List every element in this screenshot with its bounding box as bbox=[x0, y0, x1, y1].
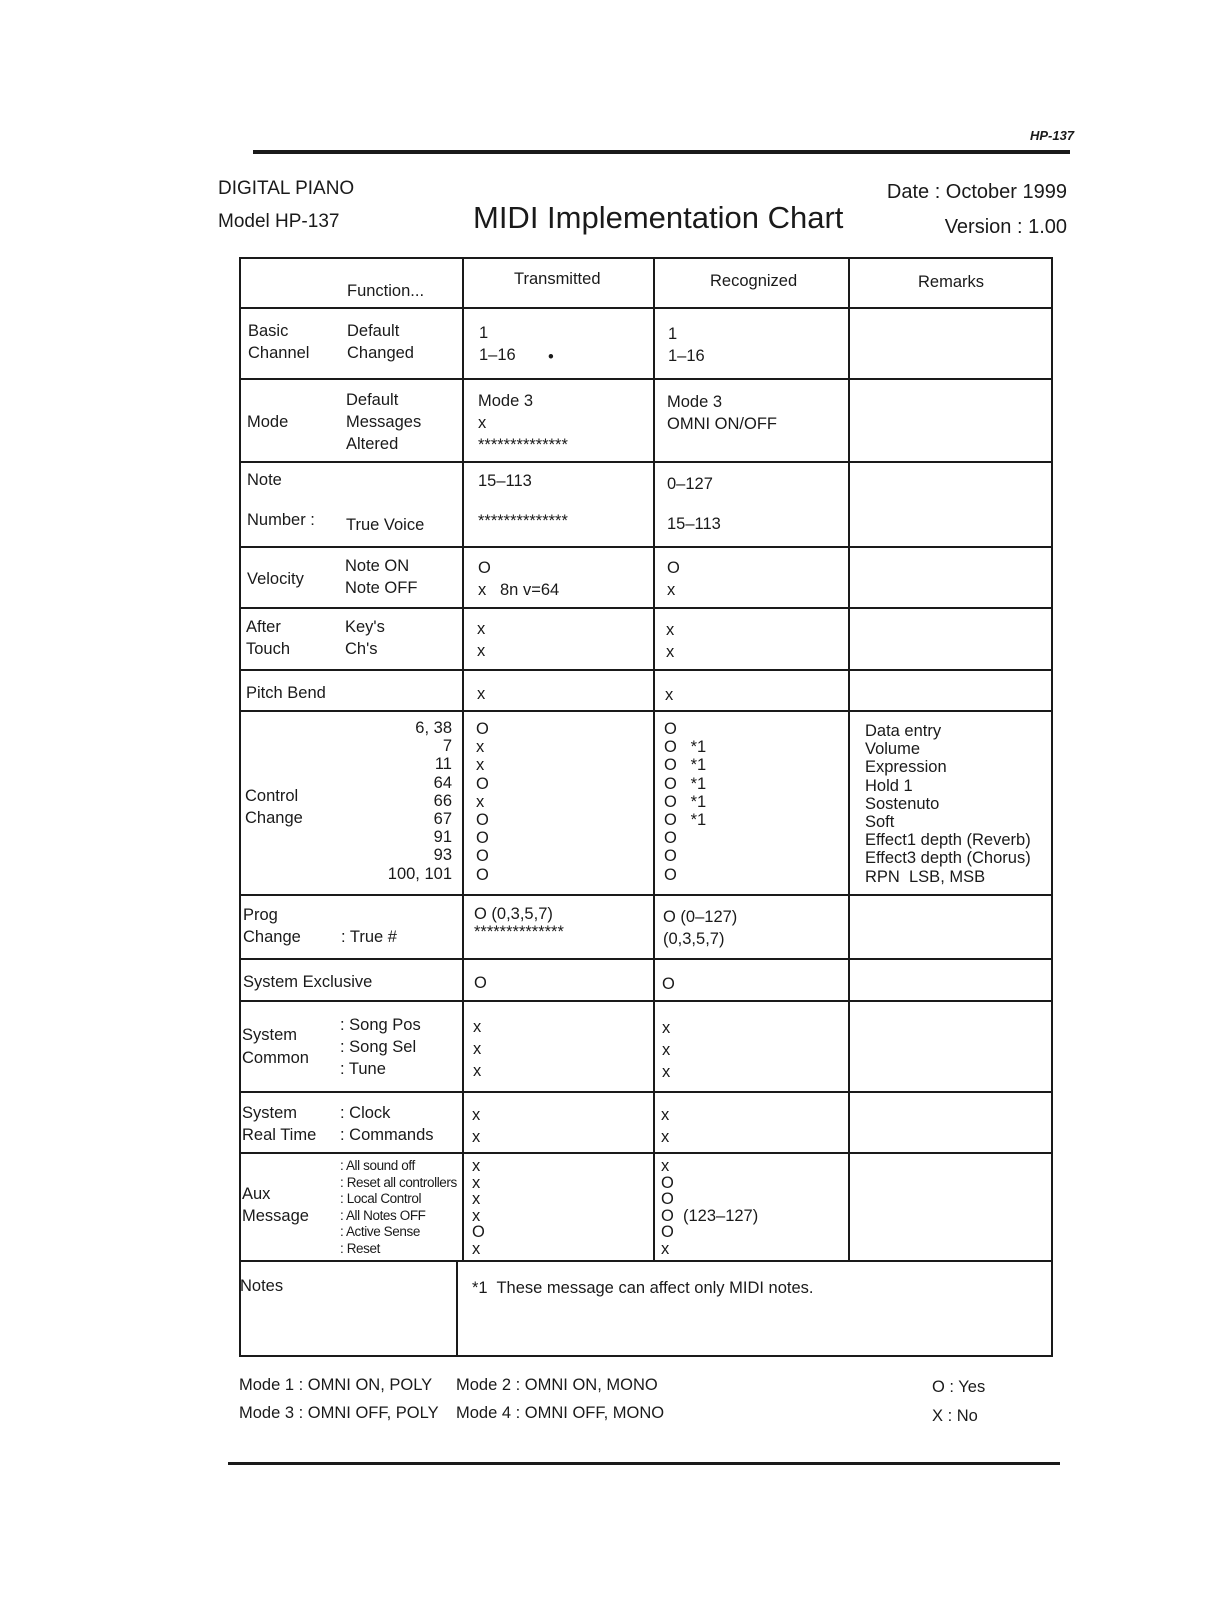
prog-change-label: Prog Change bbox=[243, 906, 301, 946]
row-divider bbox=[239, 894, 1051, 896]
note-number-sub: True Voice bbox=[346, 516, 425, 534]
note-number-transmitted: 15–113 ************** bbox=[478, 472, 568, 530]
basic-channel-recognized: 1 1–16 bbox=[668, 325, 705, 365]
column-divider bbox=[653, 257, 655, 1262]
row-divider bbox=[239, 1152, 1051, 1154]
prog-change-recognized: O (0–127) (0,3,5,7) bbox=[663, 908, 738, 948]
control-change-label: Control Change bbox=[245, 787, 303, 827]
system-real-time-label: System Real Time bbox=[242, 1104, 317, 1144]
footer-mode-1: Mode 1 : OMNI ON, POLY bbox=[239, 1376, 433, 1394]
mode-transmitted: Mode 3 x ************** bbox=[478, 392, 568, 454]
system-common-recognized: x x x bbox=[662, 1019, 671, 1081]
page-code: HP-137 bbox=[1030, 128, 1075, 143]
mode-sub: Default Messages Altered bbox=[346, 391, 422, 453]
basic-channel-sub: Default Changed bbox=[347, 322, 414, 362]
row-divider bbox=[239, 607, 1051, 609]
system-real-time-recognized: x x bbox=[661, 1106, 670, 1146]
pitch-bend-recognized: x bbox=[665, 686, 674, 704]
after-touch-transmitted: x x bbox=[477, 620, 486, 660]
pitch-bend-label: Pitch Bend bbox=[246, 684, 326, 702]
footer-mode-3: Mode 3 : OMNI OFF, POLY bbox=[239, 1404, 439, 1422]
column-divider bbox=[462, 257, 464, 1262]
system-exclusive-transmitted: O bbox=[474, 974, 487, 992]
system-common-sub: : Song Pos : Song Sel : Tune bbox=[340, 1016, 421, 1078]
notes-text: *1 These message can affect only MIDI notes. bbox=[472, 1279, 814, 1297]
column-divider bbox=[848, 257, 850, 1262]
column-header-transmitted: Transmitted bbox=[514, 270, 601, 288]
column-header-recognized: Recognized bbox=[710, 272, 798, 290]
footer-mode-4: Mode 4 : OMNI OFF, MONO bbox=[456, 1404, 665, 1422]
system-common-transmitted: x x x bbox=[473, 1018, 482, 1080]
prog-change-transmitted: O (0,3,5,7) ************** bbox=[474, 905, 564, 941]
bottom-rule bbox=[228, 1462, 1060, 1465]
note-number-recognized: 0–127 15–113 bbox=[667, 475, 721, 533]
control-change-transmitted: O x x O x O O O O bbox=[476, 720, 489, 884]
row-divider bbox=[239, 958, 1051, 960]
velocity-sub: Note ON Note OFF bbox=[345, 557, 418, 597]
row-divider bbox=[239, 710, 1051, 712]
control-change-remarks: Data entry Volume Expression Hold 1 Sostenuto Soft Effect1 depth (Reverb) Effect3 depth (Chorus) RPN LSB, MSB bbox=[865, 722, 1031, 886]
basic-channel-label: Basic Channel bbox=[248, 322, 310, 362]
footer-mode-2: Mode 2 : OMNI ON, MONO bbox=[456, 1376, 658, 1394]
aux-message-label: Aux Message bbox=[242, 1185, 309, 1225]
control-change-recognized: O O *1 O *1 O *1 O *1 O *1 O O O bbox=[664, 720, 707, 884]
system-common-label: System Common bbox=[242, 1026, 309, 1067]
pitch-bend-transmitted: x bbox=[477, 685, 486, 703]
system-exclusive-recognized: O bbox=[662, 975, 675, 993]
velocity-label: Velocity bbox=[247, 570, 304, 588]
control-change-numbers: 6, 38 7 11 64 66 67 91 93 100, 101 bbox=[387, 719, 452, 883]
version-label: Version : 1.00 bbox=[944, 216, 1067, 238]
prog-change-sub: : True # bbox=[341, 928, 397, 946]
row-divider bbox=[239, 669, 1051, 671]
velocity-transmitted: O x 8n v=64 bbox=[478, 559, 560, 599]
aux-message-sub: : All sound off : Reset all controllers : Local Control : All Notes OFF : Active Sense : Reset bbox=[340, 1158, 457, 1256]
row-divider bbox=[239, 461, 1051, 463]
notes-label: Notes bbox=[240, 1277, 284, 1295]
note-number-label: Note Number : bbox=[247, 471, 315, 529]
row-divider bbox=[239, 546, 1051, 548]
row-divider bbox=[239, 307, 1051, 309]
column-divider bbox=[456, 1260, 458, 1355]
basic-channel-mark: • bbox=[548, 348, 554, 366]
row-divider bbox=[239, 1260, 1051, 1262]
row-divider bbox=[239, 1000, 1051, 1002]
column-header-function: Function... bbox=[347, 282, 425, 300]
top-rule bbox=[253, 150, 1070, 154]
row-divider bbox=[239, 1091, 1051, 1093]
row-divider bbox=[239, 378, 1051, 380]
aux-message-recognized: x O O O (123–127) O x bbox=[661, 1157, 759, 1258]
system-exclusive-label: System Exclusive bbox=[243, 973, 373, 991]
after-touch-label: After Touch bbox=[246, 618, 291, 658]
velocity-recognized: O x bbox=[667, 559, 680, 599]
basic-channel-transmitted: 1 1–16 bbox=[479, 324, 516, 364]
after-touch-sub: Key's Ch's bbox=[345, 618, 385, 658]
after-touch-recognized: x x bbox=[666, 621, 675, 661]
column-header-remarks: Remarks bbox=[918, 273, 985, 291]
footer-no-legend: X : No bbox=[932, 1407, 978, 1425]
model-name: Model HP-137 bbox=[218, 211, 340, 232]
page-title: MIDI Implementation Chart bbox=[473, 200, 844, 235]
mode-label: Mode bbox=[247, 413, 289, 431]
system-real-time-sub: : Clock : Commands bbox=[340, 1104, 434, 1144]
date-label: Date : October 1999 bbox=[886, 181, 1067, 203]
product-name: DIGITAL PIANO bbox=[218, 178, 355, 199]
mode-recognized: Mode 3 OMNI ON/OFF bbox=[667, 393, 777, 433]
footer-yes-legend: O : Yes bbox=[932, 1378, 986, 1396]
aux-message-transmitted: x x x x O x bbox=[472, 1157, 485, 1258]
system-real-time-transmitted: x x bbox=[472, 1106, 481, 1146]
